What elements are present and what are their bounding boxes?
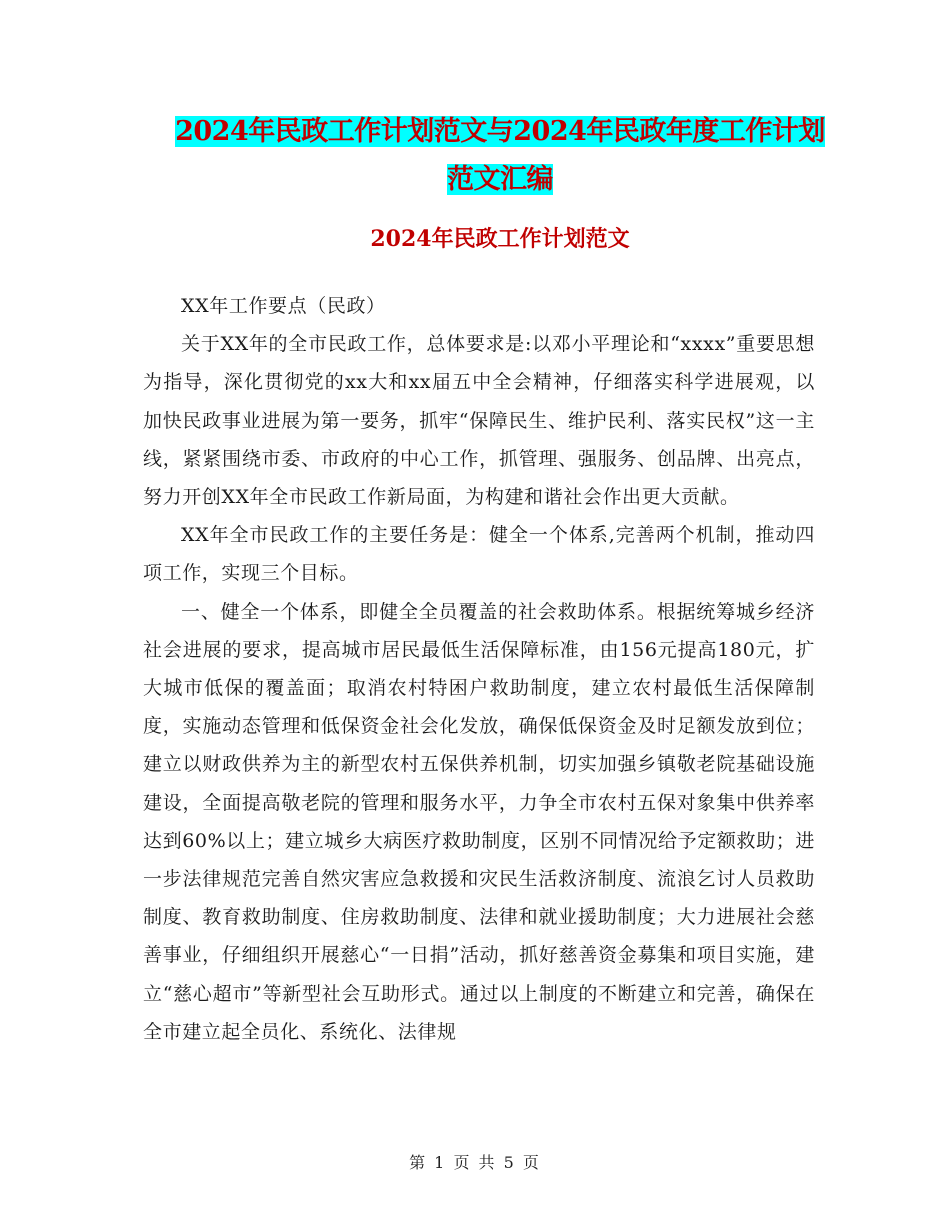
- paragraph-task-one: 一、健全一个体系，即健全全员覆盖的社会救助体系。根据统筹城乡经济社会进展的要求，提高城市居民最低生活保障标准，由156元提高180元，扩大城市低保的覆盖面；取消农村特困户救助制度，建立农村最低生活保障制度，实施动态管理和低保资金社会化发放，确保低保资金及时足额发放到位；建立以财政供养为主的新型农村五保供养机制，切实加强乡镇敬老院基础设施建设，全面提高敬老院的管理和服务水平，力争全市农村五保对象集中供养率达到60%以上；建立城乡大病医疗救助制度，区别不同情况给予定额救助；进一步法律规范完善自然灾害应急救援和灾民生活救济制度、流浪乞讨人员救助制度、教育救助制度、住房救助制度、法律和就业援助制度；大力进展社会慈善事业，仔细组织开展慈心“一日捐”活动，抓好慈善资金募集和项目实施，建立“慈心超市”等新型社会互助形式。通过以上制度的不断建立和完善，确保在全市建立起全员化、系统化、法律规: [143, 600, 815, 1043]
- paragraph-main-tasks: XX年全市民政工作的主要任务是：健全一个体系,完善两个机制，推动四项工作，实现三个目标。: [143, 524, 815, 585]
- section-title: 2024年民政工作计划范文: [370, 226, 630, 252]
- paragraph-heading: XX年工作要点（民政）: [181, 295, 386, 317]
- page-footer: 第 1 页 共 5 页: [409, 1153, 541, 1172]
- paragraph-general-requirements: 关于XX年的全市民政工作，总体要求是:以邓小平理论和“xxxx”重要思想为指导，深化贯彻党的xx大和xx届五中全会精神，仔细落实科学进展观，以加快民政事业进展为第一要务，抓牢“保障民生、维护民利、落实民权”这一主线，紧紧围绕市委、市政府的中心工作，抓管理、强服务、创品牌、出亮点，努力开创XX年全市民政工作新局面，为构建和谐社会作出更大贡献。: [143, 333, 815, 509]
- document-title-line2: 范文汇编: [447, 164, 553, 195]
- document-title: [140, 108, 860, 204]
- document-body: [143, 287, 815, 1051]
- document-title-line1: 2024年民政工作计划范文与2024年民政年度工作计划: [175, 116, 825, 147]
